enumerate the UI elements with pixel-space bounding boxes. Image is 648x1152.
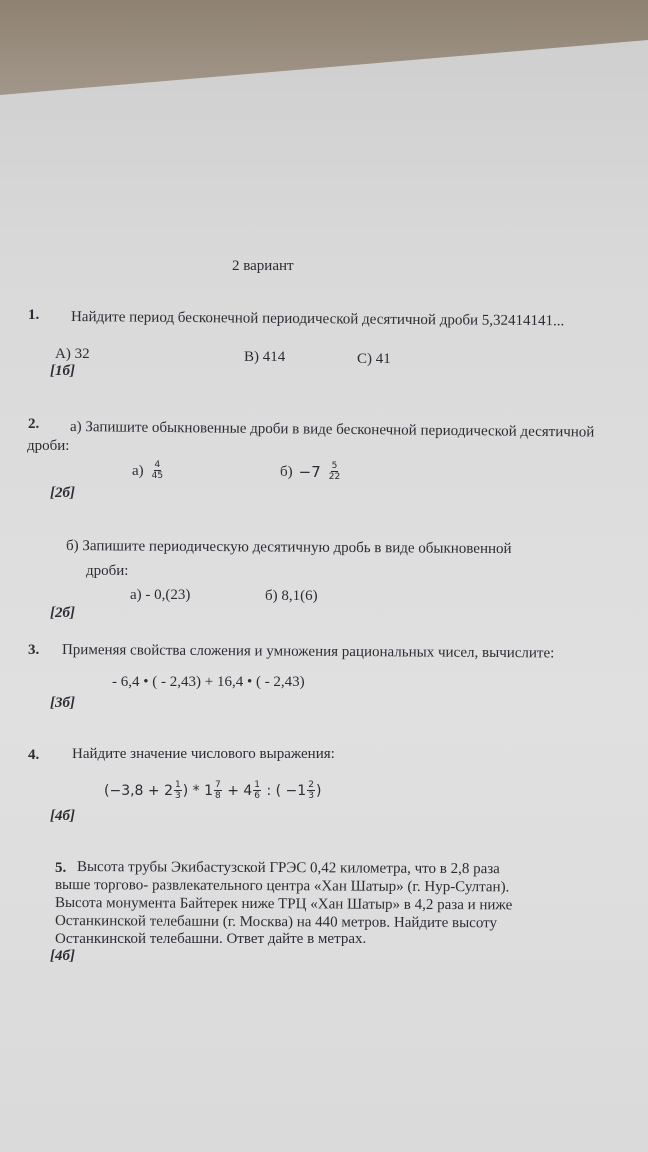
q2-b-fraction — [280, 461, 342, 482]
q4-frac3 — [253, 780, 261, 801]
q2-part-b-line1: б) Запишите периодическую десятичную дробь в виде обыкновенной — [65, 538, 512, 558]
q4-frac4 — [307, 780, 315, 801]
q4-expr-part2: ) * 1 — [182, 782, 214, 799]
q2-b-item-a: а) - 0,(23) — [130, 587, 191, 603]
q2-b-item-b: б) 8,1(6) — [265, 588, 318, 604]
q1-option-c: C) 41 — [357, 351, 391, 367]
q5-number: 5. — [55, 860, 67, 876]
q3-score: [3б] — [50, 695, 75, 711]
q4-expr-part3: + 4 — [222, 782, 253, 799]
q5-line2: выше торгово- развлекательного центра «Хан Шатыр» (г. Нур-Султан). — [54, 877, 510, 896]
q4-frac1 — [174, 780, 182, 801]
q2-part-b-line2: дроби: — [86, 563, 129, 579]
q2-b-den: 22 — [328, 472, 341, 482]
q3-expression: - 6,4 • ( - 2,43) + 16,4 • ( - 2,43) — [112, 674, 305, 690]
q4-expr-part5: ) — [315, 782, 322, 799]
q1-option-b: B) 414 — [244, 349, 286, 365]
q1-text: Найдите период бесконечной периодической десятичной дроби 5,32414141... — [70, 309, 565, 330]
q4-score: [4б] — [50, 808, 75, 824]
q2-b-label: б) — [280, 463, 293, 480]
q2-a-frac — [151, 460, 164, 481]
q4-frac3-num: 1 — [254, 780, 261, 790]
q4-frac4-den: 3 — [308, 791, 314, 801]
q2-score-a: [2б] — [50, 485, 75, 501]
q1-number: 1. — [28, 307, 40, 323]
q4-frac2-num: 7 — [215, 780, 221, 790]
q4-frac3-den: 6 — [254, 791, 261, 801]
q4-expression — [104, 780, 321, 801]
q4-frac1-den: 3 — [175, 791, 181, 801]
q5-line1: Высота трубы Экибастузской ГРЭС 0,42 километра, что в 2,8 раза — [76, 859, 500, 878]
q1-score: [1б] — [50, 363, 75, 379]
paper-sheet — [0, 40, 648, 1152]
q2-a-fraction — [132, 460, 165, 481]
q2-a-label: а) — [132, 462, 144, 479]
q4-expr-part1: (−3,8 + 2 — [104, 782, 173, 799]
q5-line5: Останкинской телебашни. Ответ дайте в метрах. — [55, 931, 367, 947]
q2-a-num: 4 — [154, 460, 161, 470]
q4-frac4-num: 2 — [308, 780, 314, 790]
q5-line3: Высота монумента Байтерек ниже ТРЦ «Хан Шатыр» в 4,2 раза и ниже — [54, 895, 513, 914]
q4-frac1-num: 1 — [175, 780, 181, 790]
q2-part-a-line1: а) Запишите обыкновенные дроби в виде бесконечной периодической десятичной — [69, 419, 595, 441]
q2-b-num: 5 — [331, 461, 338, 471]
q4-text: Найдите значение числового выражения: — [72, 746, 335, 762]
q4-frac2 — [214, 780, 222, 801]
q2-b-frac — [328, 461, 341, 482]
q4-expr-part4: : ( −1 — [262, 782, 307, 799]
q2-b-whole: −7 — [298, 462, 321, 481]
q4-number: 4. — [28, 747, 40, 763]
q2-score-b: [2б] — [50, 605, 75, 621]
q5-score: [4б] — [50, 948, 75, 964]
q2-part-a-line2: дроби: — [27, 438, 70, 454]
q2-number: 2. — [28, 416, 40, 432]
q5-line4: Останкинской телебашни (г. Москва) на 440 метров. Найдите высоту — [54, 913, 498, 932]
q3-text: Применяя свойства сложения и умножения рациональных чисел, вычислите: — [61, 642, 555, 662]
q3-number: 3. — [28, 642, 40, 658]
page-title: 2 вариант — [232, 258, 294, 274]
q4-frac2-den: 8 — [215, 791, 221, 801]
q2-a-den: 45 — [151, 471, 164, 481]
q1-option-a: A) 32 — [55, 346, 90, 362]
